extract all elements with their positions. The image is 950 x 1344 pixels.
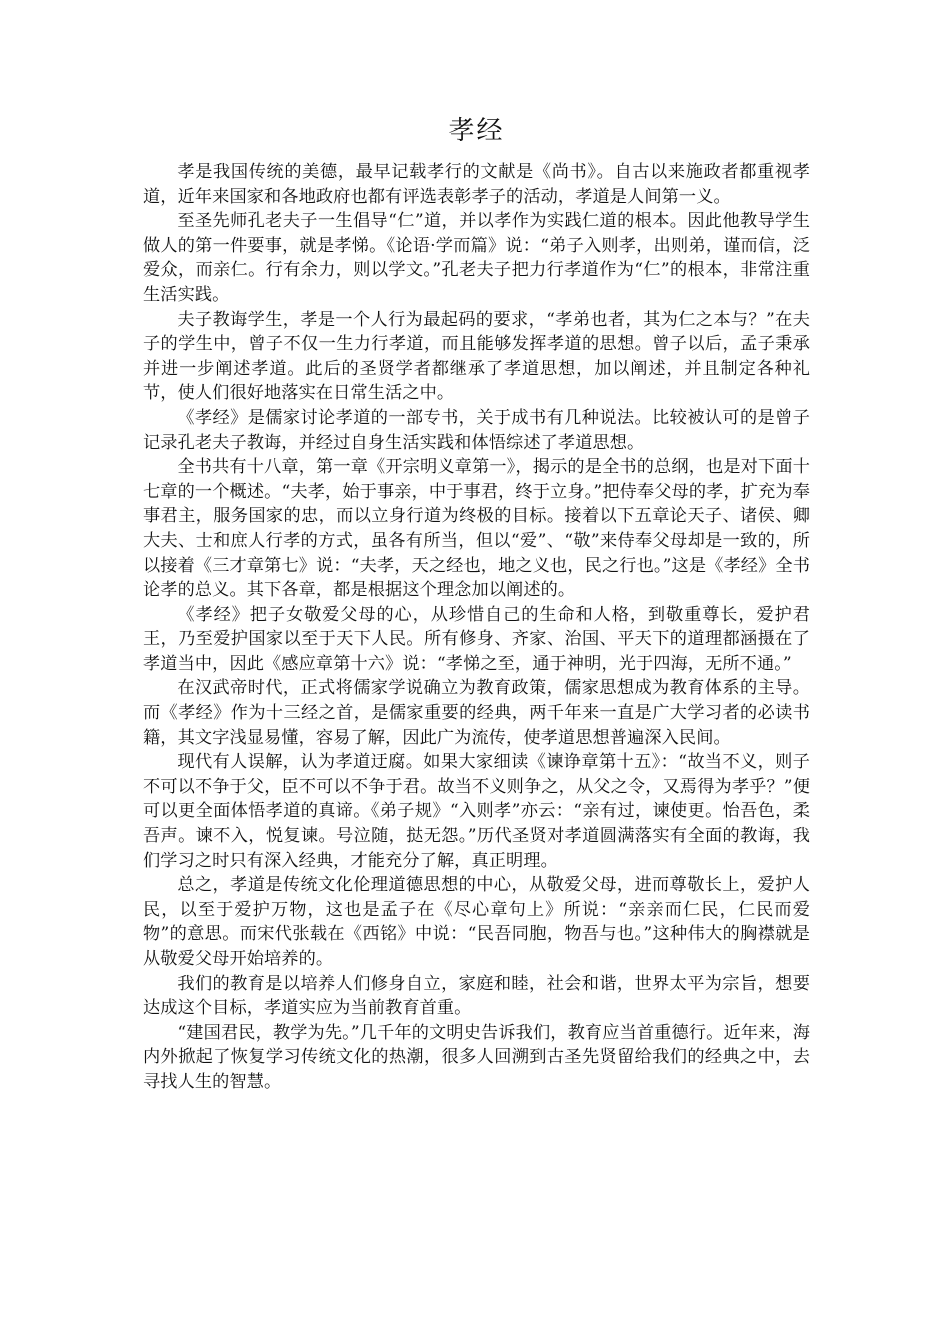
paragraph: 《孝经》是儒家讨论孝道的一部专书，关于成书有几种说法。比较被认可的是曾子记录孔老夫子教诲，并经过自身生活实践和体悟综述了孝道思想。: [143, 407, 810, 453]
paragraph: 现代有人误解，认为孝道迂腐。如果大家细读《谏诤章第十五》：“故当不义，则子不可以不争于父，臣不可以不争于君。故当不义则争之，从父之令，又焉得为孝乎？”便可以更全面体悟孝道的真谛。《弟子规》“入则孝”亦云：“亲有过，谏使更。怡吾色，柔吾声。谏不入，悦复谏。号泣随，挞无怨。”历代圣贤对孝道圆满落实有全面的教诲，我们学习之时只有深入经典，才能充分了解，真正明理。: [143, 752, 810, 871]
paragraph: “建国君民，教学为先。”几千年的文明史告诉我们，教育应当首重德行。近年来，海内外掀起了恢复学习传统文化的热潮，很多人回溯到古圣先贤留给我们的经典之中，去寻找人生的智慧。: [143, 1022, 810, 1092]
document-page: [143, 108, 810, 1095]
paragraph: 至圣先师孔老夫子一生倡导“仁”道，并以孝作为实践仁道的根本。因此他教导学生做人的第一件要事，就是孝悌。《论语·学而篇》说：“弟子入则孝，出则弟，谨而信，泛爱众，而亲仁。行有余力，则以学文。”孔老夫子把力行孝道作为“仁”的根本，非常注重生活实践。: [143, 211, 810, 305]
document-title: 孝经: [448, 116, 505, 146]
paragraph: 《孝经》把子女敬爱父母的心，从珍惜自己的生命和人格，到敬重尊长，爱护君王，乃至爱护国家以至于天下人民。所有修身、齐家、治国、平天下的道理都涵摄在了孝道当中，因此《感应章第十六》说：“孝悌之至，通于神明，光于四海，无所不通。”: [143, 604, 810, 674]
paragraph: 孝是我国传统的美德，最早记载孝行的文献是《尚书》。自古以来施政者都重视孝道，近年来国家和各地政府也都有评选表彰孝子的活动，孝道是人间第一义。: [143, 162, 810, 207]
paragraph: 总之，孝道是传统文化伦理道德思想的中心，从敬爱父母，进而尊敬长上，爱护人民，以至于爱护万物，这也是孟子在《尽心章句上》所说：“亲亲而仁民，仁民而爱物”的意思。而宋代张载在《西铭》中说：“民吾同胞，物吾与也。”这种伟大的胸襟就是从敬爱父母开始培养的。: [143, 875, 810, 969]
paragraph: 夫子教诲学生，孝是一个人行为最起码的要求，“孝弟也者，其为仁之本与？”在夫子的学生中，曾子不仅一生力行孝道，而且能够发挥孝道的思想。曾子以后，孟子秉承并进一步阐述孝道。此后的圣贤学者都继承了孝道思想，加以阐述，并且制定各种礼节，使人们很好地落实在日常生活之中。: [143, 309, 810, 404]
paragraph: 在汉武帝时代，正式将儒家学说确立为教育政策，儒家思想成为教育体系的主导。而《孝经》作为十三经之首，是儒家重要的经典，两千年来一直是广大学习者的必读书籍，其文字浅显易懂，容易了解，因此广为流传，使孝道思想普遍深入民间。: [143, 678, 810, 748]
paragraph: 全书共有十八章，第一章《开宗明义章第一》，揭示的是全书的总纲，也是对下面十七章的一个概述。“夫孝，始于事亲，中于事君，终于立身。”把侍奉父母的孝，扩充为奉事君主，服务国家的忠，而以立身行道为终极的目标。接着以下五章论天子、诸侯、卿大夫、士和庶人行孝的方式，虽各有所当，但以“爱”、“敬”来侍奉父母却是一致的，所以接着《三才章第七》说：“夫孝，天之经也，地之义也，民之行也。”这是《孝经》全书论孝的总义。其下各章，都是根据这个理念加以阐述的。: [143, 457, 810, 601]
paragraph: 我们的教育是以培养人们修身自立，家庭和睦，社会和谐，世界太平为宗旨，想要达成这个目标，孝道实应为当前教育首重。: [143, 973, 810, 1019]
